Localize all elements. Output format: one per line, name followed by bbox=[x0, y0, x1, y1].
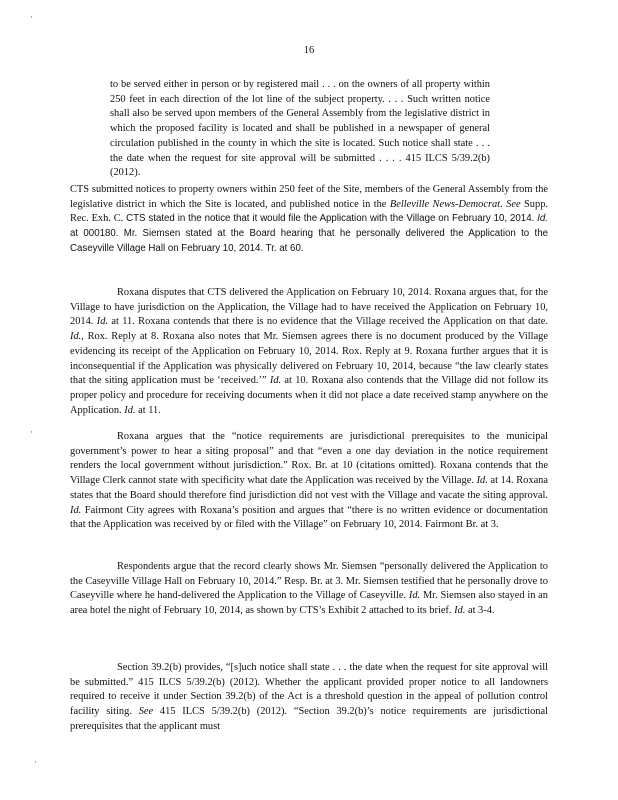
p1-text-e: Supp. Rec. Exh. C. bbox=[70, 198, 548, 225]
p5-text-c: 415 ILCS 5/39.2(b) (2012). “Section 39.2(b)’s notice requirements are jurisdictional prerequisites that the applicant must bbox=[70, 706, 548, 732]
paragraph-respondents-argue bbox=[70, 560, 548, 619]
scan-speck: · bbox=[30, 427, 33, 437]
id-citation: Id. bbox=[408, 590, 421, 602]
p2-text-a: Roxana disputes that CTS delivered the Application on February 10, 2014. Roxana argues that, for the Village to have jurisdiction on the Application, the Village had to have received the Application on February 10, 2014. bbox=[70, 287, 548, 328]
p2-text-i: at 11. bbox=[135, 404, 161, 416]
id-citation: Id. bbox=[476, 475, 488, 487]
block-quote: to be served either in person or by registered mail . . . on the owners of all property within 250 feet in each direction of the lot line of the subject property. . . . Such written notice shall also be served upon members of the General Assembly from the legislative district in which the proposed facility is located and shall be published in a newspaper of general circulation published in the county in which the site is located. Such notice shall state . . . the date when the request for site approval will be submitted . . . . 415 ILCS 5/39.2(b) (2012). bbox=[110, 79, 490, 179]
p3-text-a: Roxana argues that the “notice requirements are jurisdictional prerequisites to the municipal government’s power to hear a siting proposal” and that “even a one day deviation in the notice requirement renders the local government without jurisdiction.” Rox. Br. at 10 (citations omitted). Roxana contends that the Village Clerk cannot state with specificity what date the Application was received by the Village. bbox=[70, 431, 548, 487]
id-citation: Id. bbox=[454, 605, 466, 617]
paragraph-roxana-argues bbox=[70, 430, 548, 533]
p1-text-c: . bbox=[500, 198, 507, 210]
p3-text-e: Fairmont City agrees with Roxana’s position and argues that “there is no written evidence or documentation that the Application was received by or filed with the Village” on February 10, 2014. Fairmont Br. at 3. bbox=[70, 504, 548, 531]
id-citation: Id. bbox=[537, 213, 548, 225]
paragraph-section-39-2b bbox=[70, 661, 548, 735]
p2-text-g: at 10. Roxana also contends that the Village did not follow its proper policy and procedure for receiving documents when it did not place a date received stamp anywhere on the Application. bbox=[70, 375, 548, 416]
paragraph-notice-submission bbox=[70, 183, 548, 257]
p5-text-a: Section 39.2(b) provides, “[s]uch notice shall state . . . the date when the request for site approval will be submitted.” 415 ILCS 5/39.2(b) (2012). Whether the applicant provided proper notice to all landowners required to receive it under Section 39.2(b) of the Act is a threshold question in the appeal of pollution control facility siting. bbox=[70, 662, 548, 718]
id-citation: Id. bbox=[124, 404, 136, 416]
newspaper-name: Belleville News-Democrat bbox=[389, 198, 501, 210]
scan-speck: · bbox=[34, 757, 37, 767]
p4-text-e: at 3-4. bbox=[465, 605, 495, 617]
page-number: 16 bbox=[303, 45, 315, 56]
id-citation: Id. bbox=[70, 504, 82, 516]
p1-text-h: at 000180. Mr. Siemsen stated at the Board hearing that he personally delivered the Application to the Caseyville Village Hall on February 10, 2014. Tr. at 60. bbox=[70, 228, 548, 254]
id-citation: Id. bbox=[70, 331, 82, 343]
see-signal: See bbox=[138, 706, 154, 718]
id-citation: Id. bbox=[269, 375, 282, 387]
see-signal: See bbox=[506, 198, 521, 210]
scan-speck: · bbox=[30, 12, 33, 22]
p1-text-a: CTS submitted notices to property owners within 250 feet of the Site, members of the General Assembly from the legislative district in which the Site is located, and published notice in the bbox=[70, 184, 548, 210]
p4-text-a: Respondents argue that the record clearly shows Mr. Siemsen “personally delivered the Application to the Caseyville Village Hall on February 10, 2014.” Resp. Br. at 3. Mr. Siemsen testified that he personally drove to Caseyville where he hand-delivered the Application to the Village of Caseyville. bbox=[70, 561, 548, 602]
paragraph-roxana-disputes bbox=[70, 286, 548, 418]
p2-text-c: at 11. Roxana contends that there is no evidence that the Village received the Application on that date. bbox=[108, 316, 548, 328]
id-citation: Id. bbox=[96, 316, 108, 328]
p3-text-c: at 14. Roxana states that the Board should therefore find jurisdiction did not vest with the Village and vacate the siting approval. bbox=[70, 475, 548, 501]
p2-text-e: , Rox. Reply at 8. Roxana also notes that Mr. Siemsen agrees there is no document produced by the Village evidencing its receipt of the Application on February 10, 2014. Rox. Reply at 9. Roxana further argues that it is inconsequential if the Application was physically delivered on February 10, 2014, because “the law clearly states that the siting application must be ‘received.’” bbox=[70, 331, 548, 387]
p4-text-c: Mr. Siemsen also stayed in an area hotel the night of February 10, 2014, as shown by CTS’s Exhibit 2 attached to its brief. bbox=[70, 590, 548, 617]
p1-text-f: CTS stated in the notice that it would file the Application with the Village on February 10, 2014. bbox=[126, 213, 538, 225]
